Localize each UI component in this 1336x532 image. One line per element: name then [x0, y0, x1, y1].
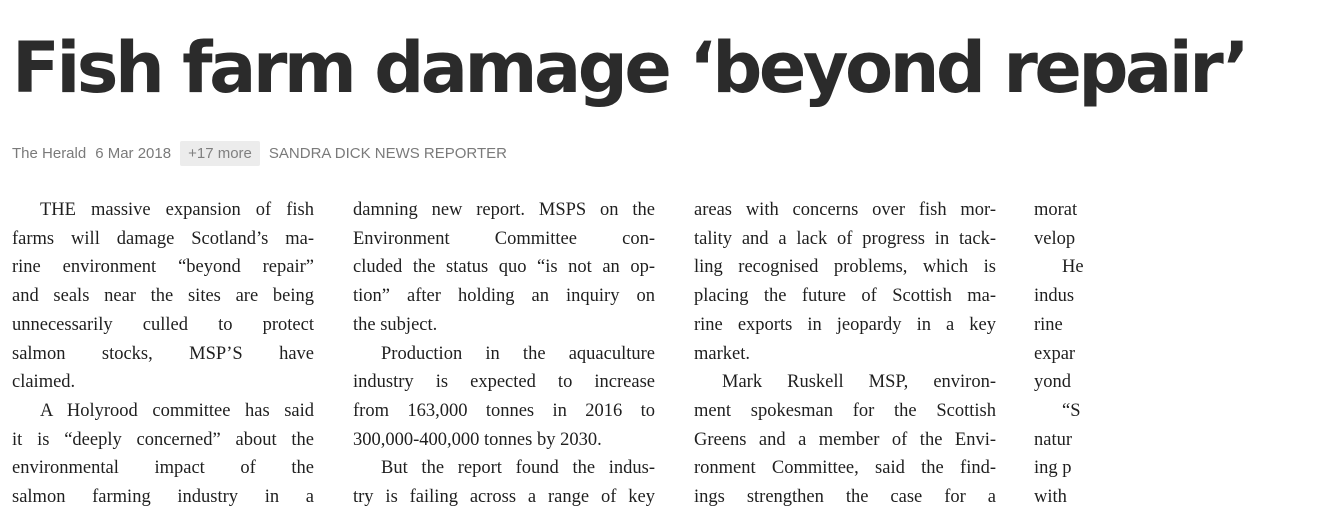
article-column-4: [1034, 196, 1336, 512]
text-line: cluded the status quo “is not an op-: [353, 257, 655, 278]
text-line: velop: [1034, 228, 1076, 249]
text-line: salmon stocks, MSP’S have: [12, 343, 314, 364]
text-line: environmental impact of the: [12, 458, 314, 479]
paragraph: [12, 397, 314, 512]
text-line: farms will damage Scotland’s ma-: [12, 228, 314, 249]
article-column-2: [353, 196, 655, 512]
paragraph: [353, 454, 655, 511]
text-line: ling recognised problems, which is: [694, 257, 996, 278]
text-line: from 163,000 tonnes in 2016 to: [353, 400, 655, 421]
text-line: A Holyrood committee has said: [40, 400, 314, 421]
text-line: 300,000-400,000 tonnes by 2030.: [353, 429, 602, 450]
text-line: Environment Committee con-: [353, 228, 655, 249]
paragraph: [353, 340, 655, 455]
text-line: morat: [1034, 200, 1078, 220]
text-line: indus: [1034, 286, 1075, 307]
text-line: ings strengthen the case for a: [694, 487, 996, 508]
text-line: tion” after holding an inquiry on: [353, 286, 655, 307]
text-line: rine exports in jeopardy in a key: [694, 314, 996, 335]
paragraph: [694, 368, 996, 512]
paragraph: [353, 196, 655, 340]
text-line: areas with concerns over fish mor-: [694, 200, 996, 220]
text-line: Greens and a member of the Envi-: [694, 429, 996, 450]
text-line: “S: [1062, 400, 1081, 421]
text-line: industry is expected to increase: [353, 372, 655, 393]
text-line: tality and a lack of progress in tack-: [694, 228, 996, 249]
text-line: expar: [1034, 343, 1076, 364]
text-line: Mark Ruskell MSP, environ-: [722, 372, 996, 393]
paragraph: [1034, 196, 1336, 253]
author-name: SANDRA DICK NEWS REPORTER: [268, 144, 507, 162]
text-line: THE massive expansion of fish: [40, 200, 314, 220]
text-line: damning new report. MSPS on the: [353, 200, 655, 220]
text-line: and seals near the sites are being: [12, 286, 314, 307]
text-line: it is “deeply concerned” about the: [12, 429, 314, 450]
text-line: claimed.: [12, 372, 76, 393]
text-line: market.: [694, 343, 750, 364]
article-column-3: [694, 196, 996, 512]
text-line: yond: [1034, 372, 1071, 393]
headline: Fish farm damage ‘beyond repair’: [12, 27, 1247, 109]
text-line: ronment Committee, said the find-: [694, 458, 996, 479]
paragraph: [1034, 253, 1336, 397]
paragraph: [1034, 397, 1336, 512]
publication-link[interactable]: The Herald: [12, 144, 87, 162]
publish-date: 6 Mar 2018: [95, 144, 172, 162]
text-line: rine environment “beyond repair”: [12, 257, 314, 278]
text-line: salmon farming industry in a: [12, 487, 314, 508]
text-line: ment spokesman for the Scottish: [694, 400, 996, 421]
text-line: natur: [1034, 429, 1073, 450]
text-line: with: [1034, 487, 1067, 508]
text-line: But the report found the indus-: [381, 458, 655, 479]
article-column-1: [12, 196, 314, 512]
text-line: Production in the aquaculture: [381, 343, 655, 364]
paragraph: [12, 196, 314, 397]
text-line: unnecessarily culled to protect: [12, 314, 314, 335]
text-line: He: [1062, 257, 1084, 278]
text-line: rine: [1034, 314, 1063, 335]
byline: [12, 139, 507, 167]
text-line: ing p: [1034, 458, 1072, 479]
text-line: placing the future of Scottish ma-: [694, 286, 996, 307]
paragraph: [694, 196, 996, 368]
text-line: the subject.: [353, 314, 438, 335]
more-sources-button[interactable]: +17 more: [180, 141, 260, 166]
text-line: try is failing across a range of key: [353, 487, 655, 508]
